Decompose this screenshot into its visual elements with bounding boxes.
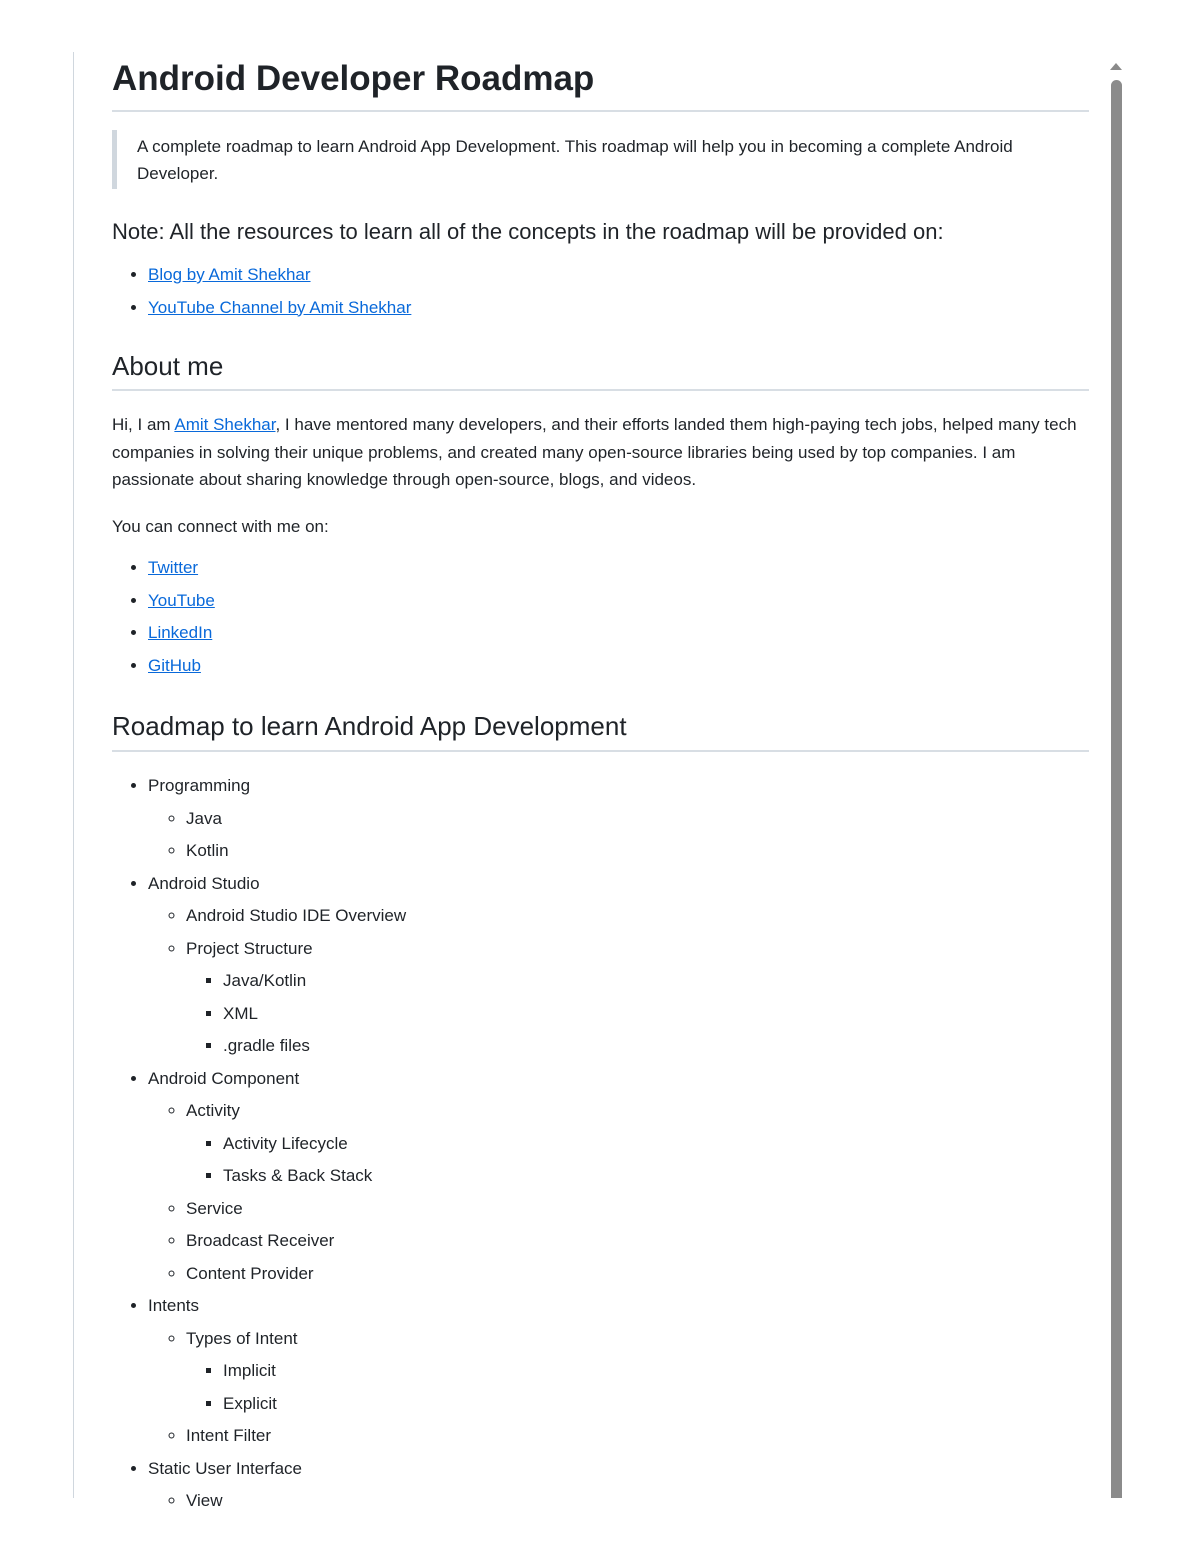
youtube-link[interactable]: YouTube bbox=[148, 590, 215, 610]
roadmap-heading: Roadmap to learn Android App Development bbox=[112, 710, 1089, 752]
roadmap-subsubitem: ▪ Java/Kotlin bbox=[223, 965, 1089, 998]
list-item bbox=[148, 617, 1089, 650]
list-item bbox=[148, 552, 1089, 585]
roadmap-subsubitem: ▪ Implicit bbox=[223, 1355, 1089, 1388]
list-item bbox=[148, 292, 1089, 325]
scrollbar-thumb[interactable] bbox=[1111, 80, 1122, 1498]
roadmap-subitem: ◦ Java bbox=[186, 803, 1089, 836]
scroll-up-arrow-icon[interactable] bbox=[1110, 63, 1122, 70]
roadmap-subsubitem: ▪ XML bbox=[223, 998, 1089, 1031]
roadmap-item: • Android Component ◦ Activity ▪ Activity Lifecycle ▪ Tasks & Back Stack ◦ Service ◦ Broadcast Receiver ◦ Content Provider bbox=[148, 1063, 1089, 1291]
roadmap-subitem: ◦ Broadcast Receiver bbox=[186, 1225, 1089, 1258]
intro-quote: A complete roadmap to learn Android App Development. This roadmap will help you in becoming a complete Android Developer. bbox=[112, 130, 1089, 189]
about-prefix: Hi, I am bbox=[112, 415, 175, 434]
resource-links-list bbox=[112, 259, 1089, 324]
roadmap-subitem: ◦ Kotlin bbox=[186, 835, 1089, 868]
about-heading: About me bbox=[112, 350, 1089, 391]
roadmap-subitem: ◦ View bbox=[186, 1485, 1089, 1518]
roadmap-subsubitem: ▪ Tasks & Back Stack bbox=[223, 1160, 1089, 1193]
roadmap-subitem: ◦ Content Provider bbox=[186, 1258, 1089, 1291]
list-item bbox=[148, 650, 1089, 683]
document-content bbox=[112, 52, 1089, 1510]
about-suffix: , I have mentored many developers, and their efforts landed them high-paying tech jobs, helped many tech companies in solving their unique problems, and created many open-source libraries being used by top companies. I am passionate about sharing knowledge through open-source, blogs, and videos. bbox=[112, 415, 1077, 489]
left-border bbox=[73, 52, 74, 1498]
youtube-channel-link[interactable]: YouTube Channel by Amit Shekhar bbox=[148, 297, 412, 317]
roadmap-item: • Programming ◦ Java ◦ Kotlin bbox=[148, 770, 1089, 868]
about-paragraph bbox=[112, 411, 1089, 494]
connect-text: You can connect with me on: bbox=[112, 516, 329, 536]
roadmap-list bbox=[112, 770, 1089, 1518]
roadmap-subitem: ◦ Project Structure ▪ Java/Kotlin ▪ XML ▪ .gradle files bbox=[186, 933, 1089, 1063]
roadmap-subitem: ◦ Intent Filter bbox=[186, 1420, 1089, 1453]
roadmap-subitem: ◦ Android Studio IDE Overview bbox=[186, 900, 1089, 933]
page-title: Android Developer Roadmap bbox=[112, 58, 1089, 112]
linkedin-link[interactable]: LinkedIn bbox=[148, 623, 213, 642]
roadmap-item: • Intents ◦ Types of Intent ▪ Implicit ▪ Explicit ◦ Intent Filter bbox=[148, 1290, 1089, 1453]
twitter-link[interactable]: Twitter bbox=[148, 558, 199, 577]
roadmap-subsubitem: ▪ Activity Lifecycle bbox=[223, 1128, 1089, 1161]
roadmap-subitem: ◦ Service bbox=[186, 1193, 1089, 1226]
author-link[interactable]: Amit Shekhar bbox=[174, 415, 276, 434]
blog-link[interactable]: Blog by Amit Shekhar bbox=[148, 265, 311, 284]
roadmap-subitem: ◦ Types of Intent ▪ Implicit ▪ Explicit bbox=[186, 1323, 1089, 1421]
list-item bbox=[148, 259, 1089, 292]
roadmap-item: • Android Studio ◦ Android Studio IDE Overview ◦ Project Structure ▪ Java/Kotlin ▪ XML ▪ .gradle files bbox=[148, 868, 1089, 1063]
list-item bbox=[148, 585, 1089, 618]
roadmap-subitem: ◦ Activity ▪ Activity Lifecycle ▪ Tasks & Back Stack bbox=[186, 1095, 1089, 1193]
social-links-list bbox=[112, 552, 1089, 682]
roadmap-item: • Static User Interface ◦ View bbox=[148, 1453, 1089, 1518]
github-link[interactable]: GitHub bbox=[148, 655, 201, 675]
resources-note: Note: All the resources to learn all of the concepts in the roadmap will be provided on: bbox=[112, 219, 944, 244]
roadmap-subsubitem: ▪ .gradle files bbox=[223, 1030, 1089, 1063]
roadmap-subsubitem: ▪ Explicit bbox=[223, 1388, 1089, 1421]
